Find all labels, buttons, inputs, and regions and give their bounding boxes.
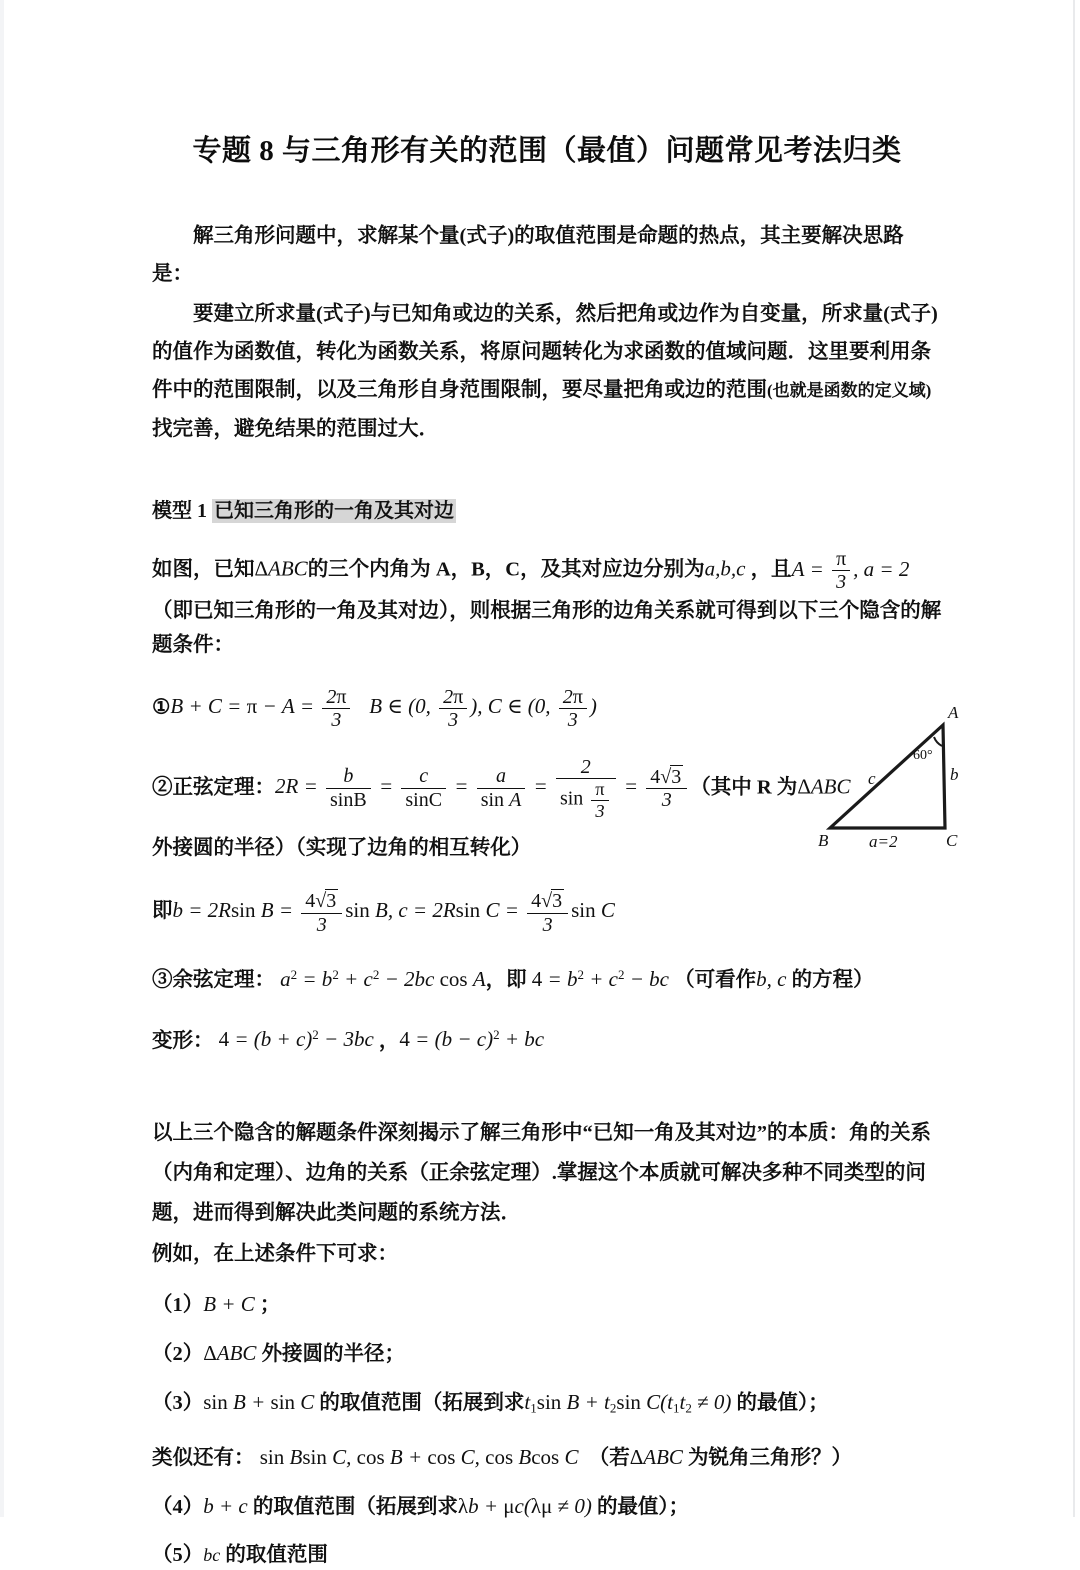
model-lead-4: ，且 <box>750 558 792 581</box>
condition-2-ji-label: 即 <box>152 900 173 923</box>
triangle-vertex-a-label: A <box>948 703 959 722</box>
math-condition-1: B + C = π − A = $\frac{2\pi}{3}$ B ∈ (0, $\frac{2\pi}{3}$ ), C ∈ (0, $\frac{2\pi}{3}$ ) <box>170 685 597 732</box>
model-title-highlight: 已知三角形的一角及其对边 <box>214 500 454 522</box>
math-similar-triangle: ΔABC <box>629 1445 683 1470</box>
similar-note2: 为锐角三角形？） <box>688 1447 853 1470</box>
page-right-edge <box>1073 0 1075 1517</box>
condition-3-note2: 的方程） <box>791 968 874 991</box>
math-q2-triangle: ΔABC <box>203 1341 257 1366</box>
question-item-4 <box>152 1491 942 1522</box>
triangle-vertex-b-label: B <box>818 831 829 850</box>
math-variant-2: $4 = (b - c)^2$ + bc <box>399 1027 545 1052</box>
question-3-tail: 的最值）； <box>736 1392 829 1415</box>
math-triangle-abc-1: ΔABC <box>254 556 308 581</box>
model-label: 模型 1 <box>152 500 207 522</box>
math-angles-abc: A，B，C <box>430 558 521 581</box>
question-2-tail: 外接圆的半径； <box>261 1343 406 1366</box>
question-1-tail: ； <box>259 1294 281 1317</box>
condition-3-variant-row <box>152 1019 942 1058</box>
condition-3-marker: ③ <box>152 968 173 991</box>
intro-paragraph-2 <box>152 295 942 448</box>
triangle-side-c-label: c <box>868 769 876 788</box>
question-4-tail: 的最值）； <box>596 1496 690 1519</box>
page-left-edge <box>0 0 4 1517</box>
triangle-side-b-label: b <box>950 765 959 784</box>
question-3-mid: 的取值范围（拓展到求 <box>319 1392 525 1415</box>
condition-3-note: （可看作 <box>674 968 757 991</box>
model-lead-5: （即已知三角形的一角及其对边），则根据三角形的边角关系就可得到以下三个隐含的解题条件： <box>152 599 942 656</box>
question-item-2 <box>152 1338 942 1369</box>
question-4-number: （4） <box>152 1496 204 1519</box>
question-5-number: （5） <box>152 1544 204 1567</box>
math-bc-vars: b, c <box>756 966 787 991</box>
math-law-of-cosines: $a^2 = b^2 + c^2 - 2bc$ cos A <box>280 966 486 991</box>
condition-2-note-b: 外接圆的半径）（实现了边角的相互转化） <box>152 837 532 860</box>
condition-2-marker: ② <box>152 776 173 799</box>
intro-paragraph-1: 解三角形问题中，求解某个量(式子)的取值范围是命题的热点，其主要解决思路是： <box>152 225 904 285</box>
condition-3-variant-sep: ， <box>378 1029 400 1052</box>
condition-2-note-a: （其中 R 为 <box>690 776 798 799</box>
math-q1: B + C <box>203 1292 255 1317</box>
condition-3-row <box>152 958 942 997</box>
question-item-5 <box>152 1540 942 1570</box>
math-cosines-substituted: $4 = b^2 + c^2$ − bc <box>531 966 669 991</box>
model-lead-1: 如图，已知 <box>152 558 255 581</box>
math-q3-expr: sin B + sin C <box>203 1390 315 1415</box>
math-law-of-sines: 2R = $\frac{b}{\sin B}$ = $\frac{c}{\sin C}$ = $\frac{a}{\text{sin A}}$ = 2 sin $\frac{\pi}{3}$ = $\frac{4√3}{3}$ <box>275 774 690 798</box>
question-5-tail: 的取值范围 <box>225 1544 328 1567</box>
math-triangle-abc-2: ΔABC <box>797 774 851 799</box>
math-variant-1: $4 = (b + c)^2 - 3bc$ <box>218 1027 374 1052</box>
condition-1-marker: ① <box>152 696 171 719</box>
triangle-side-a-label: a=2 <box>869 832 898 851</box>
triangle-diagram <box>812 700 972 850</box>
question-item-3 <box>152 1387 942 1424</box>
condition-3-label: 余弦定理： <box>172 968 275 991</box>
math-q4-expr: b + c <box>203 1494 248 1519</box>
model-header <box>152 496 942 526</box>
condition-2-label: 正弦定理： <box>172 776 275 799</box>
condition-2-derived-row <box>152 889 942 936</box>
model-lead-line <box>152 548 942 662</box>
intro-p2-part-b: (也就是函数的定义域) <box>767 381 932 400</box>
math-b-c-from-sines: b = 2Rsin B = $\frac{4√3}{3}$ sin B, c = 2Rsin C = $\frac{4√3}{3}$ sin C <box>172 890 615 936</box>
triangle-vertex-c-label: C <box>946 831 958 850</box>
page-title: 专题 8 与三角形有关的范围（最值）问题常见考法归类 <box>192 135 902 167</box>
similar-note: （若 <box>588 1447 630 1470</box>
model-lead-3: ，及其对应边分别为 <box>520 558 705 581</box>
math-q4-extension: λb + μc(λμ ≠ 0) <box>457 1494 592 1519</box>
model-lead-2: 的三个内角为 <box>307 558 431 581</box>
math-sides-abc: a,b,c <box>704 556 746 581</box>
math-q5-expr: bc <box>203 1545 221 1566</box>
condition-3-mid: ，即 <box>485 968 527 991</box>
similar-row <box>152 1442 942 1473</box>
question-1-number: （1） <box>152 1294 204 1317</box>
math-similar-exprs: sin Bsin C, cos B + cos C, cos Bcos C <box>259 1445 579 1470</box>
similar-label: 类似还有： <box>152 1447 255 1470</box>
intro-p2-part-a: 要建立所求量(式子)与已知角或边的关系，然后把角或边作为自变量，所求量(式子)的值作为函数值，转化为函数关系，将原问题转化为求函数的值域问题．这里要利用条件中的范围限制，以及三角形自身范围限制，要尽量把角或边的范围 <box>152 303 938 401</box>
example-lead: 例如，在上述条件下可求： <box>152 1243 398 1266</box>
math-q3-extension: $t_1\sin$ $B + t_2\sin$ $C(t_1t_2 \ne 0)$ <box>524 1390 732 1417</box>
math-A-equals-pi-3: A = $\frac{\pi}{3}$ , a = 2 <box>791 548 910 594</box>
question-2-number: （2） <box>152 1343 204 1366</box>
summary-paragraph: 以上三个隐含的解题条件深刻揭示了解三角形中“已知一角及其对边”的本质：角的关系（内角和定理）、边角的关系（正余弦定理）.掌握这个本质就可解决多种不同类型的问题，进而得到解决此类问题的系统方法． <box>152 1122 931 1225</box>
triangle-angle-label: 60° <box>913 748 933 763</box>
question-4-mid: 的取值范围（拓展到求 <box>252 1496 458 1519</box>
question-item-1 <box>152 1289 942 1320</box>
condition-3-variant-label: 变形： <box>152 1029 214 1052</box>
question-3-number: （3） <box>152 1392 204 1415</box>
intro-p2-part-c: 找完善，避免结果的范围过大． <box>152 418 439 440</box>
